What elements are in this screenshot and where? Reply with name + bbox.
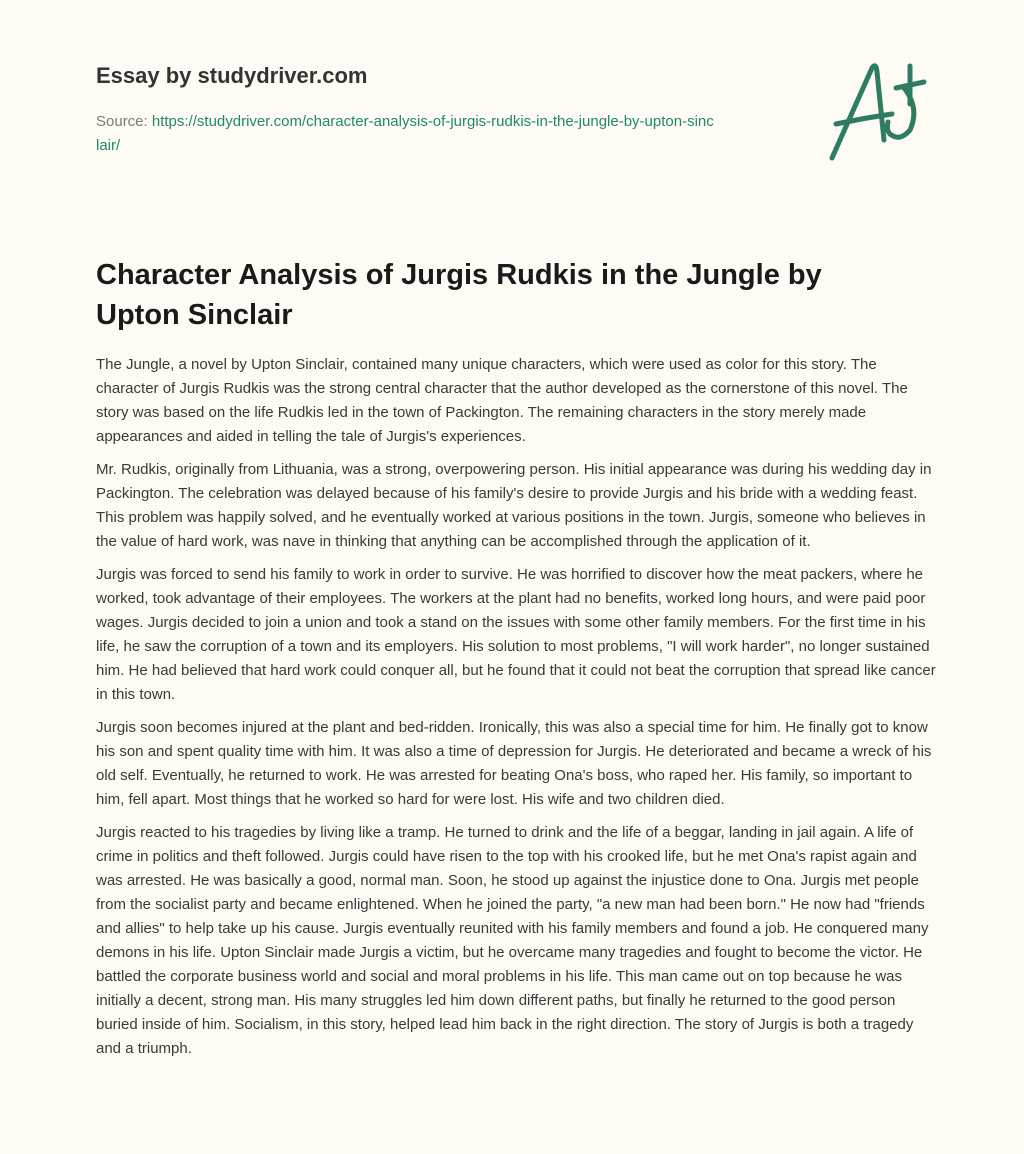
essay-paragraph: Jurgis soon becomes injured at the plant and bed-ridden. Ironically, this was also a special time for him. He finally got to know his son and spent quality time with him. It was also a time of depression for Jurgis. He deteriorated and became a wreck of his old self. Eventually, he returned to work. He was arrested for beating Ona's boss, who raped her. His family, so important to him, fell apart. Most things that he worked so hard for were lost. His wife and two children died. <box>96 719 932 808</box>
essay-paragraph: Jurgis was forced to send his family to work in order to survive. He was horrified to discover how the meat packers, where he worked, took advantage of their employees. The workers at the plant had no benefits, worked long hours, and were paid poor wages. Jurgis decided to join a union and took a stand on the issues with some other family members. For the first time in his life, he saw the corruption of a town and its employers. His solution to most problems, "I will work harder", no longer sustained him. He had believed that hard work could conquer all, but he found that it could not beat the corruption that spread like cancer in this town. <box>96 566 936 703</box>
essay-paragraph: The Jungle, a novel by Upton Sinclair, contained many unique characters, which were used as color for this story. The character of Jurgis Rudkis was the strong central character that the author developed as the cornerstone of this novel. The story was based on the life Rudkis led in the town of Packington. The remaining characters in the story merely made appearances and aided in telling the tale of Jurgis's experiences. <box>96 356 908 445</box>
site-title: Essay by studydriver.com <box>96 63 368 88</box>
source-label: Source: <box>96 113 148 130</box>
essay-paragraph: Jurgis reacted to his tragedies by living like a tramp. He turned to drink and the life of a beggar, landing in jail again. A life of crime in politics and theft followed. Jurgis could have risen to the top with his crooked life, but he met Ona's rapist again and was arrested. He was basically a good, normal man. Soon, he stood up against the injustice done to Ona. Jurgis met people from the socialist party and became enlightened. When he joined the party, "a new man had been born." He now had "friends and allies" to help take up his cause. Jurgis eventually reunited with his family members and found a job. He conquered many demons in his life. Upton Sinclair made Jurgis a victim, but he overcame many tragedies and fought to become the victor. He battled the corporate business world and social and moral problems in his life. This man came out on top because he was initially a decent, strong man. His many struggles led him down different paths, but finally he returned to the good person buried inside of him. Socialism, in this story, helped lead him back in the right direction. The story of Jurgis is both a tragedy and a triumph. <box>96 824 929 1057</box>
a-plus-grade-icon <box>824 38 934 168</box>
source-link[interactable]: https://studydriver.com/character-analysis-of-jurgis-rudkis-in-the-jungle-by-upton-sinclair/ <box>96 113 714 154</box>
essay-title: Character Analysis of Jurgis Rudkis in the Jungle by Upton Sinclair <box>96 259 822 331</box>
source-line <box>96 110 716 158</box>
essay-paragraph: Mr. Rudkis, originally from Lithuania, was a strong, overpowering person. His initial appearance was during his wedding day in Packington. The celebration was delayed because of his family's desire to provide Jurgis and his bride with a wedding feast. This problem was happily solved, and he eventually worked at various positions in the town. Jurgis, someone who believes in the value of hard work, was nave in thinking that anything can be accomplished through the application of it. <box>96 461 932 550</box>
page-header <box>96 0 928 250</box>
essay-body <box>96 353 936 1061</box>
